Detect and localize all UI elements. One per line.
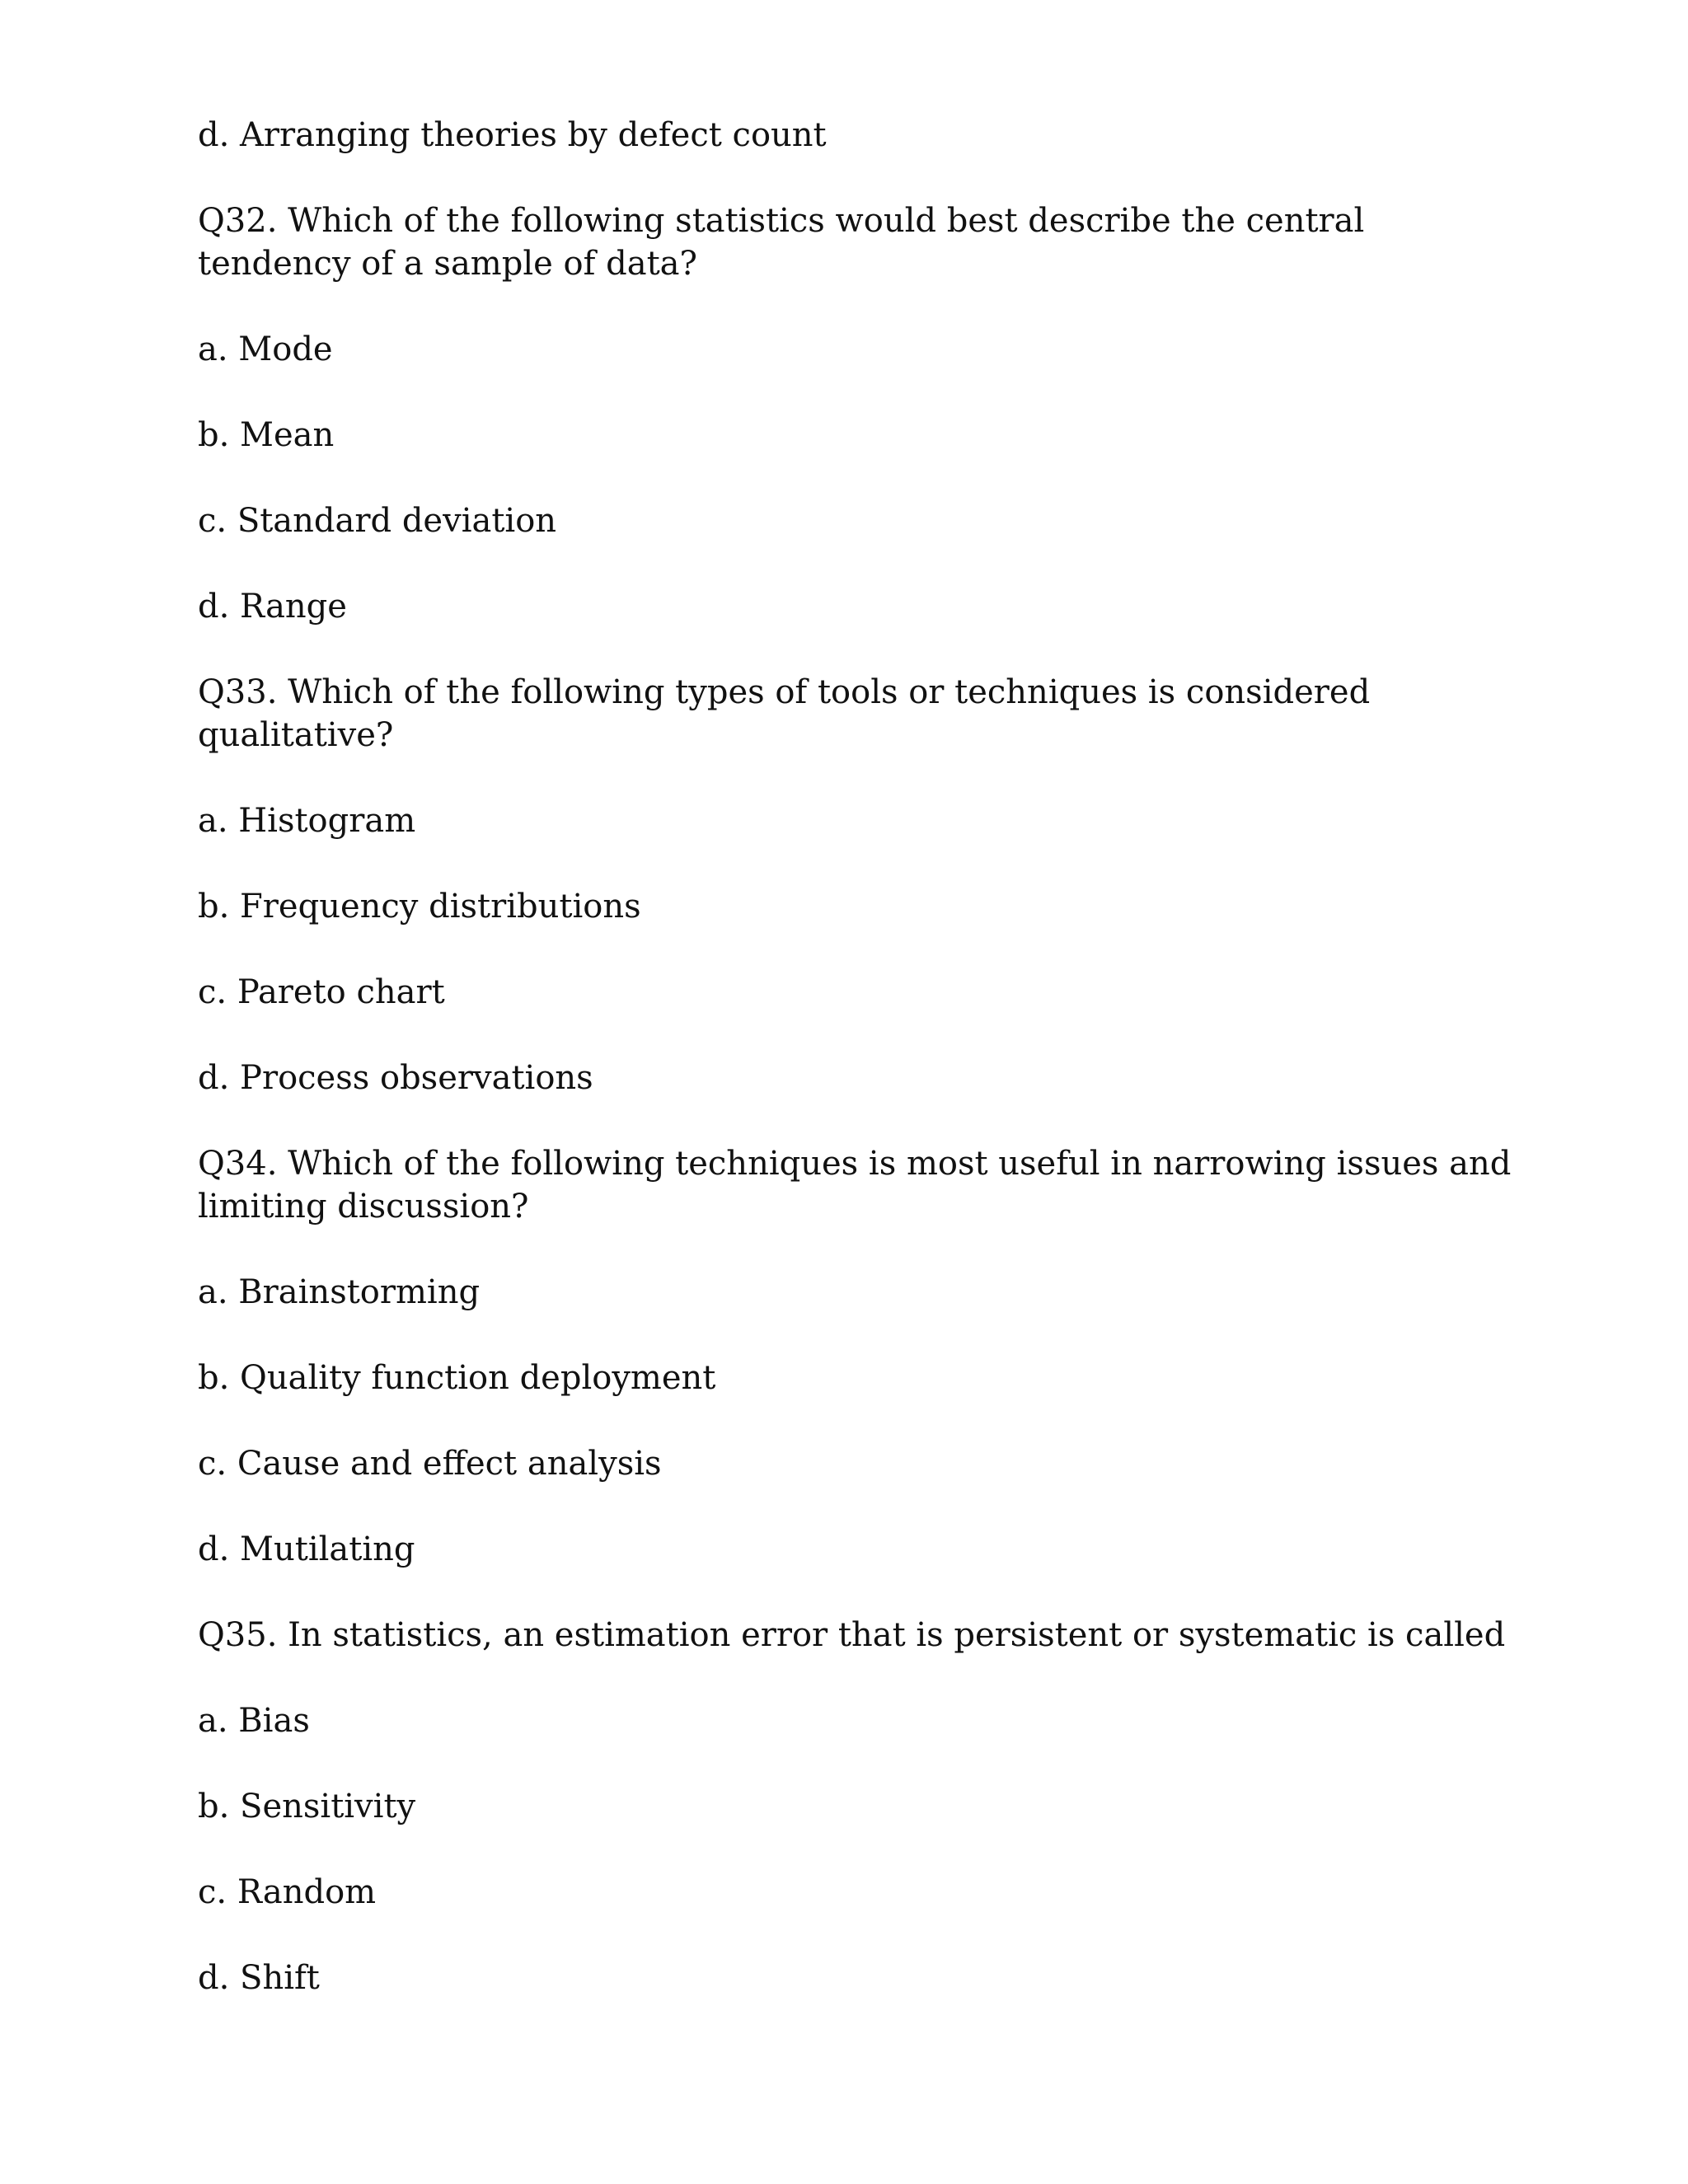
option-text: d. Mutilating <box>198 1530 415 1568</box>
question-text: Q32. Which of the following statistics would best describe the central tendency of a sample of data? <box>198 202 1365 283</box>
option-text: d. Range <box>198 588 347 626</box>
question-text: Q33. Which of the following types of tools or techniques is considered qualitative? <box>198 673 1371 754</box>
document-content <box>198 114 1517 2042</box>
option-text: c. Random <box>198 1873 377 1911</box>
option-text: a. Mode <box>198 330 333 368</box>
option-text: a. Bias <box>198 1702 310 1740</box>
question-text: Q34. Which of the following techniques is most useful in narrowing issues and limiting discussion? <box>198 1145 1512 1226</box>
option-text: b. Frequency distributions <box>198 888 641 926</box>
option-text: a. Brainstorming <box>198 1273 481 1311</box>
option-text: b. Sensitivity <box>198 1788 416 1825</box>
option-text: c. Standard deviation <box>198 502 557 540</box>
option-text: d. Process observations <box>198 1059 593 1097</box>
option-text: d. Shift <box>198 1959 320 1997</box>
option-text: a. Histogram <box>198 802 416 840</box>
option-text: b. Mean <box>198 416 335 454</box>
option-text: d. Arranging theories by defect count <box>198 116 827 154</box>
option-text: b. Quality function deployment <box>198 1359 716 1397</box>
option-text: c. Cause and effect analysis <box>198 1445 662 1483</box>
option-text: c. Pareto chart <box>198 973 445 1011</box>
question-text: Q35. In statistics, an estimation error that is persistent or systematic is called <box>198 1616 1506 1654</box>
